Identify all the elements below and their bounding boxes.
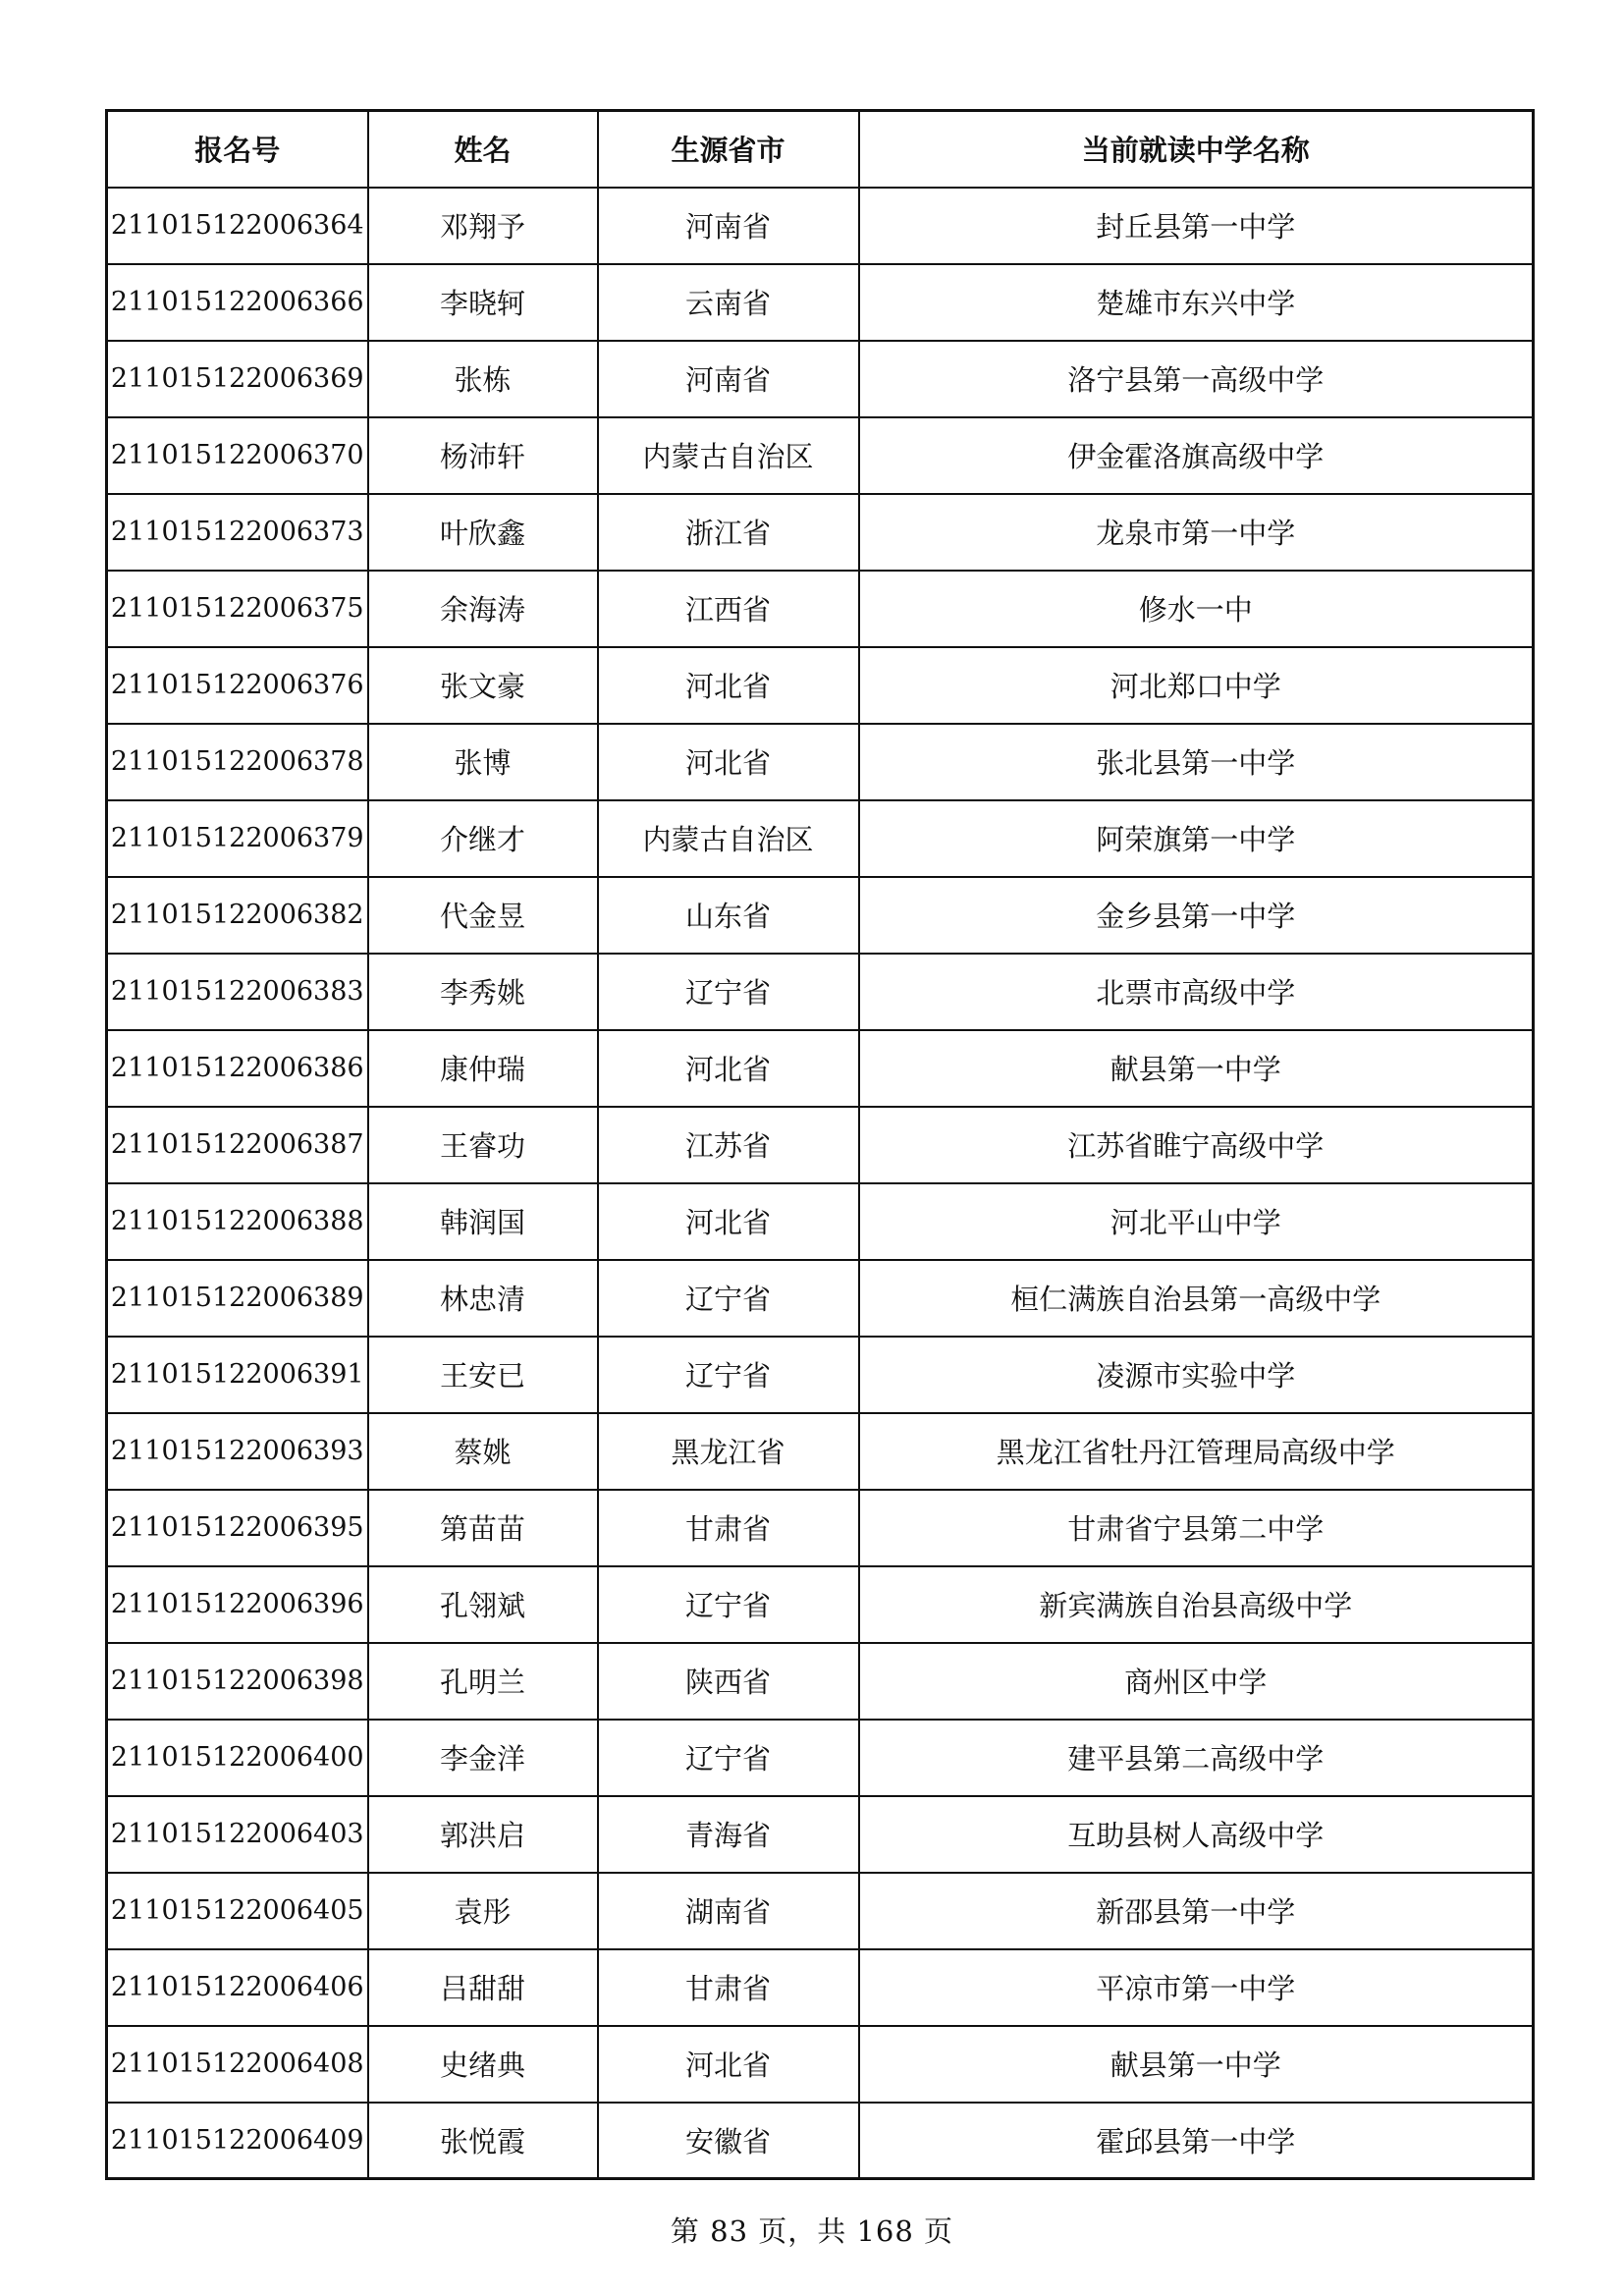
cell-name: 王安已: [368, 1337, 598, 1413]
cell-province: 河北省: [598, 724, 859, 800]
cell-registration-number: 211015122006398: [107, 1643, 368, 1720]
cell-province: 江苏省: [598, 1107, 859, 1183]
cell-school: 洛宁县第一高级中学: [859, 341, 1534, 417]
cell-name: 王睿功: [368, 1107, 598, 1183]
cell-school: 霍邱县第一中学: [859, 2103, 1534, 2179]
cell-school: 北票市高级中学: [859, 954, 1534, 1030]
cell-registration-number: 211015122006396: [107, 1566, 368, 1643]
cell-province: 浙江省: [598, 494, 859, 571]
cell-province: 山东省: [598, 877, 859, 954]
cell-province: 河北省: [598, 1030, 859, 1107]
cell-province: 内蒙古自治区: [598, 800, 859, 877]
cell-name: 第苗苗: [368, 1490, 598, 1566]
cell-registration-number: 211015122006406: [107, 1949, 368, 2026]
cell-name: 张悦霞: [368, 2103, 598, 2179]
cell-registration-number: 211015122006375: [107, 571, 368, 647]
cell-name: 韩润国: [368, 1183, 598, 1260]
cell-name: 邓翔予: [368, 188, 598, 264]
cell-school: 封丘县第一中学: [859, 188, 1534, 264]
page-footer: 第 83 页，共 168 页: [670, 2214, 954, 2248]
cell-school: 阿荣旗第一中学: [859, 800, 1534, 877]
header-registration-number: 报名号: [107, 111, 368, 188]
cell-school: 凌源市实验中学: [859, 1337, 1534, 1413]
cell-province: 河北省: [598, 2026, 859, 2103]
cell-province: 辽宁省: [598, 1260, 859, 1337]
cell-registration-number: 211015122006383: [107, 954, 368, 1030]
cell-registration-number: 211015122006405: [107, 1873, 368, 1949]
header-row: [107, 111, 1534, 188]
cell-registration-number: 211015122006366: [107, 264, 368, 341]
cell-school: 金乡县第一中学: [859, 877, 1534, 954]
cell-province: 辽宁省: [598, 954, 859, 1030]
cell-school: 河北平山中学: [859, 1183, 1534, 1260]
table-row: [107, 1490, 1534, 1566]
cell-province: 安徽省: [598, 2103, 859, 2179]
cell-registration-number: 211015122006370: [107, 417, 368, 494]
table-row: [107, 1796, 1534, 1873]
cell-province: 江西省: [598, 571, 859, 647]
table-row: [107, 1720, 1534, 1796]
cell-registration-number: 211015122006388: [107, 1183, 368, 1260]
table-row: [107, 571, 1534, 647]
cell-name: 代金昱: [368, 877, 598, 954]
cell-name: 杨沛轩: [368, 417, 598, 494]
cell-name: 吕甜甜: [368, 1949, 598, 2026]
cell-name: 余海涛: [368, 571, 598, 647]
cell-school: 龙泉市第一中学: [859, 494, 1534, 571]
cell-name: 张博: [368, 724, 598, 800]
cell-registration-number: 211015122006376: [107, 647, 368, 724]
table-row: [107, 724, 1534, 800]
cell-school: 河北郑口中学: [859, 647, 1534, 724]
cell-name: 蔡姚: [368, 1413, 598, 1490]
cell-school: 伊金霍洛旗高级中学: [859, 417, 1534, 494]
cell-school: 桓仁满族自治县第一高级中学: [859, 1260, 1534, 1337]
table-row: [107, 954, 1534, 1030]
cell-school: 黑龙江省牡丹江管理局高级中学: [859, 1413, 1534, 1490]
table-row: [107, 1107, 1534, 1183]
table-row: [107, 877, 1534, 954]
header-school: 当前就读中学名称: [859, 111, 1534, 188]
cell-province: 云南省: [598, 264, 859, 341]
roster-table: [105, 109, 1535, 2180]
cell-name: 林忠清: [368, 1260, 598, 1337]
table-row: [107, 494, 1534, 571]
cell-province: 内蒙古自治区: [598, 417, 859, 494]
cell-school: 商州区中学: [859, 1643, 1534, 1720]
table-row: [107, 1566, 1534, 1643]
cell-registration-number: 211015122006409: [107, 2103, 368, 2179]
cell-school: 甘肃省宁县第二中学: [859, 1490, 1534, 1566]
cell-registration-number: 211015122006395: [107, 1490, 368, 1566]
cell-name: 史绪典: [368, 2026, 598, 2103]
cell-province: 青海省: [598, 1796, 859, 1873]
table-row: [107, 417, 1534, 494]
cell-registration-number: 211015122006378: [107, 724, 368, 800]
table-row: [107, 1030, 1534, 1107]
cell-registration-number: 211015122006373: [107, 494, 368, 571]
cell-registration-number: 211015122006391: [107, 1337, 368, 1413]
cell-name: 李晓轲: [368, 264, 598, 341]
roster-body: [107, 188, 1534, 2179]
cell-registration-number: 211015122006386: [107, 1030, 368, 1107]
cell-registration-number: 211015122006379: [107, 800, 368, 877]
cell-province: 辽宁省: [598, 1566, 859, 1643]
cell-school: 江苏省睢宁高级中学: [859, 1107, 1534, 1183]
cell-province: 湖南省: [598, 1873, 859, 1949]
cell-province: 辽宁省: [598, 1720, 859, 1796]
cell-name: 袁彤: [368, 1873, 598, 1949]
cell-name: 康仲瑞: [368, 1030, 598, 1107]
cell-province: 河北省: [598, 647, 859, 724]
cell-registration-number: 211015122006382: [107, 877, 368, 954]
cell-registration-number: 211015122006389: [107, 1260, 368, 1337]
cell-school: 平凉市第一中学: [859, 1949, 1534, 2026]
table-row: [107, 647, 1534, 724]
table-row: [107, 2026, 1534, 2103]
table-row: [107, 1873, 1534, 1949]
table-row: [107, 1337, 1534, 1413]
cell-registration-number: 211015122006369: [107, 341, 368, 417]
cell-school: 楚雄市东兴中学: [859, 264, 1534, 341]
cell-name: 郭洪启: [368, 1796, 598, 1873]
cell-province: 黑龙江省: [598, 1413, 859, 1490]
cell-registration-number: 211015122006400: [107, 1720, 368, 1796]
cell-province: 甘肃省: [598, 1490, 859, 1566]
cell-name: 叶欣鑫: [368, 494, 598, 571]
cell-name: 孔明兰: [368, 1643, 598, 1720]
cell-province: 辽宁省: [598, 1337, 859, 1413]
cell-province: 陕西省: [598, 1643, 859, 1720]
table-row: [107, 1260, 1534, 1337]
cell-province: 甘肃省: [598, 1949, 859, 2026]
cell-name: 李金洋: [368, 1720, 598, 1796]
cell-name: 介继才: [368, 800, 598, 877]
table-row: [107, 2103, 1534, 2179]
cell-school: 张北县第一中学: [859, 724, 1534, 800]
cell-school: 新邵县第一中学: [859, 1873, 1534, 1949]
cell-registration-number: 211015122006364: [107, 188, 368, 264]
cell-name: 张栋: [368, 341, 598, 417]
cell-name: 李秀姚: [368, 954, 598, 1030]
table-row: [107, 1643, 1534, 1720]
cell-name: 张文豪: [368, 647, 598, 724]
cell-school: 新宾满族自治县高级中学: [859, 1566, 1534, 1643]
cell-school: 建平县第二高级中学: [859, 1720, 1534, 1796]
cell-school: 献县第一中学: [859, 2026, 1534, 2103]
table-row: [107, 1949, 1534, 2026]
cell-name: 孔翎斌: [368, 1566, 598, 1643]
cell-registration-number: 211015122006387: [107, 1107, 368, 1183]
cell-registration-number: 211015122006403: [107, 1796, 368, 1873]
cell-school: 献县第一中学: [859, 1030, 1534, 1107]
table-row: [107, 341, 1534, 417]
table-row: [107, 1183, 1534, 1260]
cell-registration-number: 211015122006408: [107, 2026, 368, 2103]
header-name: 姓名: [368, 111, 598, 188]
table-row: [107, 800, 1534, 877]
cell-province: 河南省: [598, 341, 859, 417]
cell-registration-number: 211015122006393: [107, 1413, 368, 1490]
cell-school: 互助县树人高级中学: [859, 1796, 1534, 1873]
table-row: [107, 188, 1534, 264]
table-row: [107, 264, 1534, 341]
cell-province: 河北省: [598, 1183, 859, 1260]
header-province: 生源省市: [598, 111, 859, 188]
cell-province: 河南省: [598, 188, 859, 264]
table-row: [107, 1413, 1534, 1490]
cell-school: 修水一中: [859, 571, 1534, 647]
